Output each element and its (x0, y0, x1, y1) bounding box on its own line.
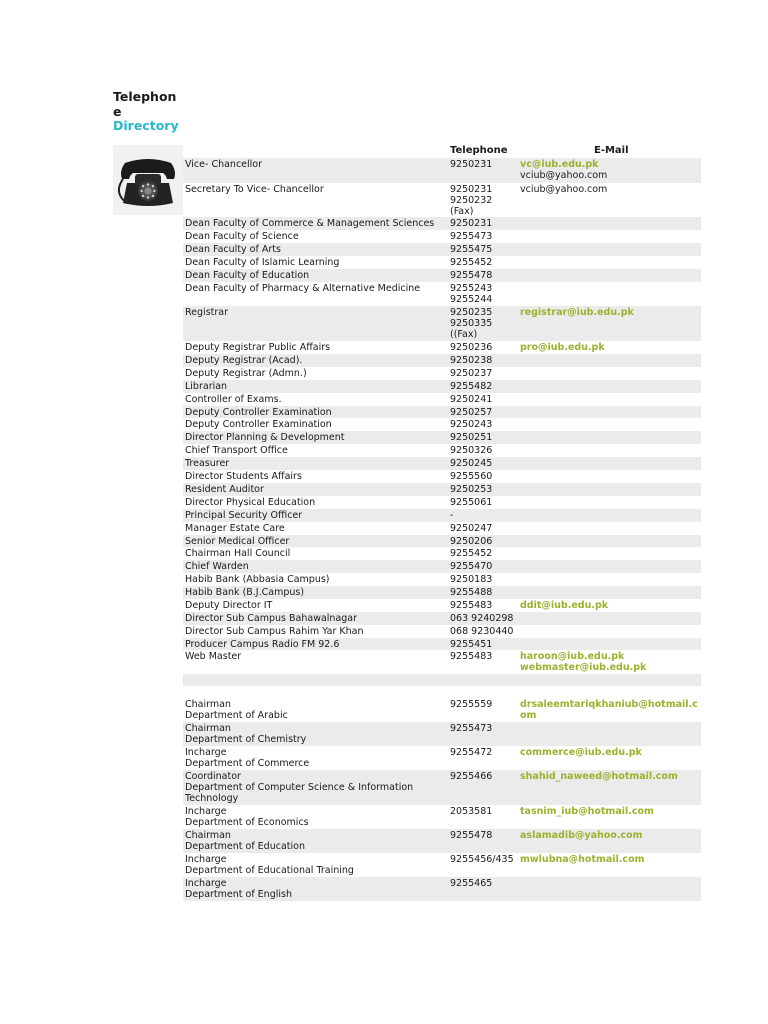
telephone-number (450, 626, 520, 637)
name-line: Deputy Controller Examination (185, 419, 332, 430)
title-line-2: e (113, 103, 122, 119)
table-row (183, 483, 701, 496)
email-link[interactable]: tasnim_iub@hotmail.com (520, 806, 654, 817)
name-line: Incharge (185, 806, 227, 817)
contact-name (185, 244, 447, 255)
telephone-line: 9255061 (450, 496, 493, 508)
telephone-number (450, 355, 520, 366)
telephone-number (450, 600, 520, 611)
email-link[interactable]: ddit@iub.edu.pk (520, 599, 609, 611)
email-cell (520, 854, 701, 865)
telephone-number (450, 699, 520, 710)
email-link[interactable]: registrar@iub.edu.pk (520, 307, 634, 318)
name-line: Department of English (185, 889, 292, 901)
telephone-number (450, 381, 520, 392)
telephone-line: 9255451 (450, 638, 493, 650)
name-line: Chief Transport Office (185, 445, 288, 456)
telephone-number (450, 523, 520, 534)
telephone-number (450, 878, 520, 889)
telephone-line: 9250231 (450, 184, 493, 195)
contact-name (185, 747, 447, 769)
table-row (183, 341, 701, 354)
telephone-number (450, 307, 520, 341)
contact-name (185, 510, 447, 521)
table-row (183, 625, 701, 638)
contact-name (185, 159, 447, 170)
contact-name (185, 561, 447, 572)
contact-name (185, 184, 447, 195)
telephone-line: 9250243 (450, 419, 493, 430)
name-line: Deputy Director IT (185, 599, 273, 611)
contact-name (185, 419, 447, 430)
telephone-line: 9250247 (450, 522, 493, 534)
name-line: Dean Faculty of Islamic Learning (185, 257, 340, 268)
name-line: Director Physical Education (185, 496, 316, 508)
table-row (183, 230, 701, 243)
table-row (183, 638, 701, 651)
telephone-line: 9255452 (450, 548, 493, 559)
table-row (183, 380, 701, 393)
name-line: Habib Bank (Abbasia Campus) (185, 574, 330, 585)
table-row (183, 853, 701, 877)
name-line: Chief Warden (185, 561, 249, 572)
email-cell (520, 830, 701, 841)
name-line: Deputy Registrar (Acad). (185, 355, 303, 366)
telephone-line: 9250253 (450, 483, 493, 495)
contact-name (185, 307, 447, 318)
name-line: Secretary To Vice- Chancellor (185, 184, 324, 195)
telephone-line: 9255465 (450, 878, 493, 889)
table-row (183, 444, 701, 457)
name-line: Senior Medical Officer (185, 535, 290, 547)
email-link[interactable]: drsaleemtariqkhaniub@hotmail.c (520, 699, 698, 710)
telephone-line: 9255244 (450, 294, 493, 306)
contact-name (185, 445, 447, 456)
telephone-line: 9255452 (450, 257, 493, 268)
name-line: Deputy Registrar Public Affairs (185, 342, 331, 353)
contact-name (185, 218, 447, 229)
contact-name (185, 854, 447, 876)
telephone-line: 9250326 (450, 445, 493, 456)
telephone-number (450, 536, 520, 547)
telephone-column-header: Telephone (450, 145, 508, 156)
email-cell (520, 159, 701, 181)
telephone-line: 9250335 (450, 318, 493, 330)
contact-name (185, 600, 447, 611)
telephone-number (450, 394, 520, 405)
telephone-line: 9255483 (450, 651, 493, 662)
telephone-line: 9250251 (450, 432, 493, 443)
contact-name (185, 484, 447, 495)
contact-name (185, 471, 447, 482)
table-row (183, 586, 701, 599)
email-column-header: E-Mail (594, 145, 629, 156)
contact-name (185, 806, 447, 828)
telephone-number (450, 484, 520, 495)
telephone-line: 9250235 (450, 307, 493, 318)
email-link[interactable]: commerce@iub.edu.pk (520, 747, 642, 758)
telephone-line: 9255478 (450, 830, 493, 841)
table-row (183, 509, 701, 522)
telephone-number (450, 497, 520, 508)
telephone-line: 068 9230440 (450, 625, 514, 637)
telephone-number (450, 419, 520, 430)
email-cell (520, 307, 701, 318)
table-row (183, 431, 701, 444)
telephone-line: 9255559 (450, 699, 493, 710)
email-cell (520, 699, 701, 721)
email-cell (520, 747, 701, 758)
name-line: Incharge (185, 854, 227, 865)
name-line: Director Students Affairs (185, 471, 302, 482)
contact-name (185, 355, 447, 366)
telephone-line: 9255488 (450, 587, 493, 598)
contact-name (185, 432, 447, 443)
telephone-number (450, 283, 520, 305)
contact-name (185, 523, 447, 534)
name-line: Deputy Controller Examination (185, 406, 332, 418)
table-row (183, 599, 701, 612)
table-row (183, 698, 701, 722)
table-row (183, 306, 701, 341)
telephone-line: 9255483 (450, 599, 493, 611)
telephone-number (450, 574, 520, 585)
contact-name (185, 394, 447, 405)
telephone-line: 9255475 (450, 244, 493, 255)
contact-name (185, 536, 447, 547)
table-row (183, 282, 701, 306)
table-row (183, 496, 701, 509)
name-line: Incharge (185, 878, 227, 889)
title-line-1: Telephon (113, 89, 177, 104)
email-cell (520, 806, 701, 817)
email-link[interactable]: shahid_naweed@hotmail.com (520, 771, 678, 782)
telephone-line: 9250237 (450, 367, 493, 379)
telephone-line: 9250232 (450, 195, 493, 207)
table-row (183, 217, 701, 230)
table-row (183, 457, 701, 470)
email-link[interactable]: webmaster@iub.edu.pk (520, 662, 647, 674)
telephone-line: - (450, 509, 454, 521)
contact-name (185, 587, 447, 598)
telephone-number (450, 159, 520, 170)
contact-name (185, 407, 447, 418)
name-line: Manager Estate Care (185, 522, 285, 534)
table-row (183, 770, 701, 805)
name-line: Librarian (185, 380, 228, 392)
telephone-line: 9250241 (450, 393, 493, 405)
name-line: Director Sub Campus Rahim Yar Khan (185, 625, 364, 637)
contact-name (185, 613, 447, 624)
name-line: Deputy Registrar (Admn.) (185, 367, 307, 379)
email-link[interactable]: haroon@iub.edu.pk (520, 651, 625, 662)
contact-name (185, 830, 447, 852)
telephone-number (450, 830, 520, 841)
telephone-number (450, 270, 520, 281)
telephone-line: 2053581 (450, 806, 493, 817)
telephone-number (450, 432, 520, 443)
telephone-number (450, 771, 520, 782)
table-row (183, 535, 701, 548)
telephone-line: 9255243 (450, 283, 493, 294)
contact-name (185, 771, 447, 805)
name-line: Dean Faculty of Science (185, 231, 299, 242)
telephone-line: 9250236 (450, 342, 493, 353)
table-row (183, 722, 701, 746)
table-row (183, 406, 701, 419)
name-line: Department of Economics (185, 817, 309, 829)
telephone-number (450, 257, 520, 268)
name-line: Director Planning & Development (185, 432, 345, 443)
table-row (183, 418, 701, 431)
name-line: Department of Arabic (185, 710, 288, 722)
name-line: Dean Faculty of Commerce & Management Sciences (185, 218, 435, 229)
contact-name (185, 497, 447, 508)
telephone-icon (113, 145, 183, 215)
telephone-line: 9255466 (450, 771, 493, 782)
email-link[interactable]: om (520, 710, 537, 722)
contact-name (185, 231, 447, 242)
email-cell (520, 184, 701, 195)
name-line: Habib Bank (B.J.Campus) (185, 587, 305, 598)
telephone-line: 9250183 (450, 574, 493, 585)
telephone-line: 9250257 (450, 406, 493, 418)
telephone-line: 9255560 (450, 471, 493, 482)
contact-name (185, 368, 447, 379)
telephone-line: 9250231 (450, 218, 493, 229)
contact-name (185, 257, 447, 268)
email-text: vciub@yahoo.com (520, 170, 608, 182)
telephone-line: 9250206 (450, 535, 493, 547)
table-row (183, 612, 701, 625)
telephone-line: 9255482 (450, 380, 493, 392)
table-row (183, 674, 701, 686)
name-line: Director Sub Campus Bahawalnagar (185, 612, 358, 624)
contact-name (185, 626, 447, 637)
telephone-line: ((Fax) (450, 329, 478, 341)
email-cell (520, 651, 701, 673)
telephone-number (450, 244, 520, 255)
table-row (183, 470, 701, 483)
telephone-number (450, 445, 520, 456)
name-line: Resident Auditor (185, 483, 264, 495)
name-line: Dean Faculty of Arts (185, 244, 281, 255)
email-text: vciub@yahoo.com (520, 184, 608, 195)
contact-name (185, 699, 447, 721)
table-row (183, 573, 701, 586)
contact-name (185, 283, 447, 294)
telephone-number (450, 218, 520, 229)
telephone-number (450, 342, 520, 353)
title-line-3: Directory (113, 118, 179, 133)
table-row (183, 686, 701, 698)
name-line: Registrar (185, 307, 228, 318)
name-line: Coordinator (185, 771, 241, 782)
name-line: Dean Faculty of Education (185, 270, 310, 281)
telephone-line: 9255478 (450, 270, 493, 281)
telephone-number (450, 613, 520, 624)
name-line: Incharge (185, 747, 227, 758)
telephone-line: 9250231 (450, 159, 493, 170)
telephone-number (450, 510, 520, 521)
page-title (113, 90, 183, 134)
telephone-number (450, 723, 520, 734)
telephone-number (450, 639, 520, 650)
table-row (183, 354, 701, 367)
contact-name (185, 381, 447, 392)
table-row (183, 746, 701, 770)
table-row (183, 650, 701, 674)
table-row (183, 805, 701, 829)
telephone-number (450, 651, 520, 662)
name-line: Web Master (185, 651, 242, 662)
email-cell (520, 342, 701, 353)
email-cell (520, 600, 701, 611)
table-row (183, 829, 701, 853)
name-line: Vice- Chancellor (185, 159, 263, 170)
email-cell (520, 771, 701, 782)
table-row (183, 393, 701, 406)
telephone-number (450, 471, 520, 482)
contact-name (185, 651, 447, 662)
name-line: Department of Education (185, 841, 305, 853)
contact-name (185, 878, 447, 900)
table-row (183, 243, 701, 256)
telephone-number (450, 548, 520, 559)
telephone-number (450, 368, 520, 379)
telephone-line: 9255473 (450, 231, 493, 242)
contact-name (185, 639, 447, 650)
contact-name (185, 723, 447, 745)
telephone-line: 9255472 (450, 747, 493, 758)
telephone-number (450, 587, 520, 598)
table-row (183, 560, 701, 573)
email-link[interactable]: aslamadib@yahoo.com (520, 830, 643, 841)
table-row (183, 877, 701, 901)
telephone-line: 063 9240298 (450, 612, 514, 624)
email-link[interactable]: vc@iub.edu.pk (520, 159, 599, 170)
telephone-line: 9255456/435 (450, 854, 514, 865)
contact-name (185, 574, 447, 585)
name-line: Chairman (185, 723, 231, 734)
table-row (183, 269, 701, 282)
table-row (183, 367, 701, 380)
name-line: Principal Security Officer (185, 509, 303, 521)
telephone-number (450, 184, 520, 218)
table-row (183, 183, 701, 217)
telephone-line: (Fax) (450, 206, 474, 218)
name-line: Controller of Exams. (185, 393, 282, 405)
telephone-number (450, 458, 520, 469)
table-row (183, 256, 701, 269)
table-row (183, 522, 701, 535)
contact-name (185, 548, 447, 559)
contact-name (185, 270, 447, 281)
name-line: Dean Faculty of Pharmacy & Alternative Medicine (185, 283, 421, 294)
table-row (183, 547, 701, 560)
contact-name (185, 342, 447, 353)
name-line: Department of Computer Science & Information (185, 782, 414, 794)
email-link[interactable]: pro@iub.edu.pk (520, 342, 605, 353)
telephone-line: 9250245 (450, 458, 493, 469)
directory-table (183, 158, 701, 901)
name-line: Department of Educational Training (185, 865, 354, 877)
contact-name (185, 458, 447, 469)
table-row (183, 158, 701, 183)
name-line: Department of Chemistry (185, 734, 307, 746)
telephone-number (450, 806, 520, 817)
name-line: Chairman Hall Council (185, 548, 291, 559)
name-line: Treasurer (185, 458, 230, 469)
name-line: Chairman (185, 830, 231, 841)
name-line: Producer Campus Radio FM 92.6 (185, 638, 340, 650)
telephone-line: 9255470 (450, 561, 493, 572)
telephone-number (450, 854, 520, 865)
email-link[interactable]: mwlubna@hotmail.com (520, 854, 645, 865)
telephone-number (450, 231, 520, 242)
name-line: Department of Commerce (185, 758, 310, 770)
telephone-number (450, 561, 520, 572)
name-line: Technology (185, 793, 239, 805)
name-line: Chairman (185, 699, 231, 710)
telephone-number (450, 407, 520, 418)
telephone-line: 9255473 (450, 723, 493, 734)
telephone-line: 9250238 (450, 355, 493, 366)
telephone-number (450, 747, 520, 758)
